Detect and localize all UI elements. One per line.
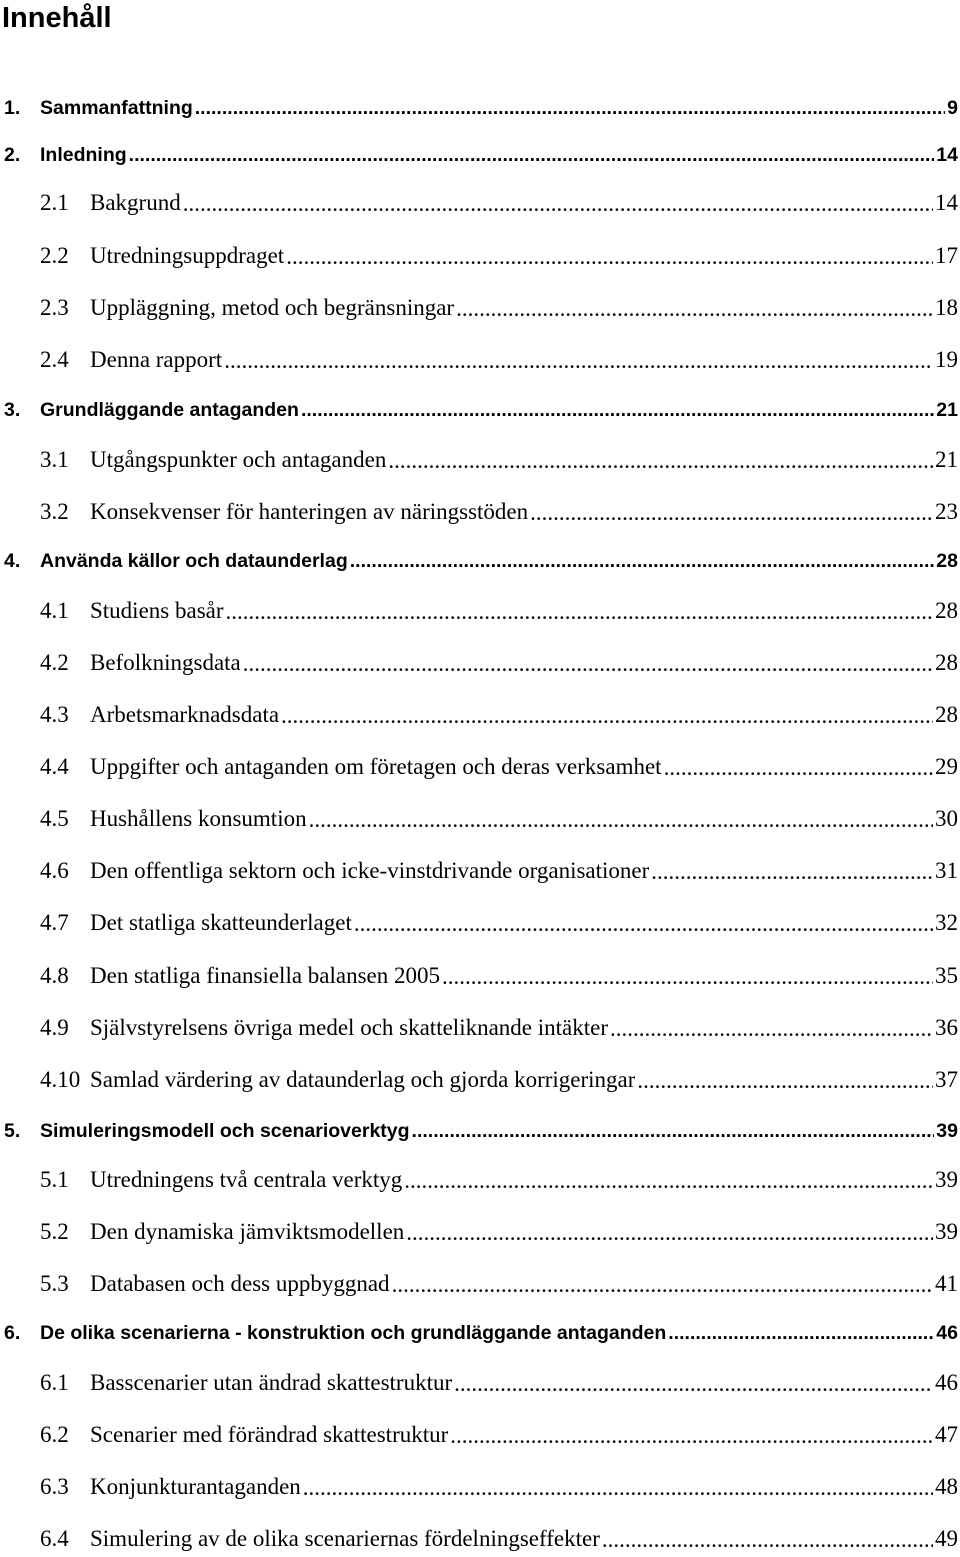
toc-entry-title[interactable]: Uppgifter och antaganden om företagen och deras verksamhet	[90, 754, 662, 779]
toc-entry-title[interactable]: Befolkningsdata	[90, 650, 241, 675]
toc-entry-number: 1.	[4, 96, 21, 119]
toc-entry[interactable]	[4, 1165, 958, 1195]
toc-entry-number: 4.7	[40, 910, 69, 935]
toc-entry-number: 4.3	[40, 702, 69, 727]
toc-entry[interactable]	[4, 546, 958, 576]
toc-entry[interactable]	[4, 804, 958, 834]
toc-entry-page-number[interactable]: 48	[935, 1474, 958, 1499]
toc-entry[interactable]	[4, 293, 958, 323]
toc-entry-number: 3.	[4, 398, 21, 421]
toc-entry-title[interactable]: Simulering av de olika scenariernas fördelningseffekter	[90, 1526, 600, 1551]
toc-entry-page-number[interactable]: 47	[935, 1422, 958, 1447]
dot-leader	[664, 756, 933, 779]
toc-entry-number: 5.1	[40, 1167, 69, 1192]
toc-entry-number: 4.8	[40, 963, 69, 988]
dot-leader	[195, 98, 945, 118]
toc-entry[interactable]	[4, 345, 958, 375]
toc-entry-page-number[interactable]: 29	[935, 754, 958, 779]
toc-entry-page-number[interactable]: 28	[935, 598, 958, 623]
toc-entry-page-number[interactable]: 46	[936, 1321, 958, 1344]
toc-entry[interactable]	[4, 395, 958, 425]
toc-entry[interactable]	[4, 1524, 958, 1554]
toc-entry-title[interactable]: Samlad värdering av dataunderlag och gjorda korrigeringar	[90, 1067, 636, 1092]
toc-entry-number: 4.	[4, 549, 21, 572]
toc-entry-number: 2.1	[40, 190, 69, 215]
toc-entry-number: 5.2	[40, 1219, 69, 1244]
toc-entry[interactable]	[4, 241, 958, 271]
toc-entry-title[interactable]: Konjunkturantaganden	[90, 1474, 301, 1499]
dot-leader	[243, 652, 933, 675]
dot-leader	[224, 349, 933, 372]
toc-entry[interactable]	[4, 188, 958, 218]
dot-leader	[354, 912, 933, 935]
dot-leader	[301, 400, 934, 420]
toc-entry-title[interactable]: Databasen och dess uppbyggnad	[90, 1271, 390, 1296]
toc-entry-number: 2.4	[40, 347, 69, 372]
toc-entry[interactable]	[4, 961, 958, 991]
toc-entry-page-number[interactable]: 39	[935, 1219, 958, 1244]
dot-leader	[602, 1528, 933, 1551]
toc-entry-page-number[interactable]: 14	[936, 143, 958, 166]
toc-entry-page-number[interactable]: 28	[935, 650, 958, 675]
dot-leader	[388, 449, 933, 472]
toc-entry-page-number[interactable]: 35	[935, 963, 958, 988]
toc-entry-title[interactable]: Konsekvenser för hanteringen av näringsstöden	[90, 499, 529, 524]
toc-entry-title[interactable]: Arbetsmarknadsdata	[90, 702, 280, 727]
toc-entry-title[interactable]: Sammanfattning	[40, 96, 193, 119]
toc-entry[interactable]	[4, 1065, 958, 1095]
toc-entry-number: 4.10	[40, 1067, 81, 1092]
toc-entry-page-number[interactable]: 28	[935, 702, 958, 727]
toc-entry-page-number[interactable]: 32	[935, 910, 958, 935]
toc-entry-title[interactable]: Använda källor och dataunderlag	[40, 549, 348, 572]
toc-entry-title[interactable]: Den dynamiska jämviktsmodellen	[90, 1219, 405, 1244]
toc-entry-number: 4.4	[40, 754, 69, 779]
toc-entry-page-number[interactable]: 14	[935, 190, 958, 215]
dot-leader	[530, 501, 933, 524]
toc-entry[interactable]	[4, 908, 958, 938]
toc-entry[interactable]	[4, 1472, 958, 1502]
dot-leader	[226, 600, 933, 623]
toc-entry-page-number[interactable]: 18	[935, 295, 958, 320]
toc-entry[interactable]	[4, 752, 958, 782]
toc-entry-number: 6.1	[40, 1370, 69, 1395]
toc-entry-number: 3.1	[40, 447, 69, 472]
toc-entry-page-number[interactable]: 30	[935, 806, 958, 831]
toc-entry[interactable]	[4, 596, 958, 626]
dot-leader	[651, 860, 933, 883]
dot-leader	[412, 1121, 935, 1141]
toc-entry[interactable]	[4, 700, 958, 730]
toc-entry-page-number[interactable]: 19	[935, 347, 958, 372]
toc-entry-title[interactable]: Utredningens två centrala verktyg	[90, 1167, 403, 1192]
toc-entry-number: 5.3	[40, 1271, 69, 1296]
dot-leader	[350, 551, 935, 571]
toc-entry[interactable]	[4, 497, 958, 527]
dot-leader	[303, 1476, 933, 1499]
toc-entry[interactable]	[4, 1013, 958, 1043]
toc-entry-title[interactable]: Denna rapport	[90, 347, 223, 372]
dot-leader	[668, 1323, 934, 1343]
toc-entry-number: 2.3	[40, 295, 69, 320]
toc-entry-number: 4.2	[40, 650, 69, 675]
toc-entry[interactable]	[4, 1269, 958, 1299]
toc-entry-title[interactable]: Inledning	[40, 143, 127, 166]
dot-leader	[129, 145, 935, 165]
dot-leader	[637, 1069, 933, 1092]
toc-entry-title[interactable]: Uppläggning, metod och begränsningar	[90, 295, 455, 320]
toc-entry-number: 4.5	[40, 806, 69, 831]
toc-entry-number: 5.	[4, 1119, 21, 1142]
toc-entry-page-number[interactable]: 28	[936, 549, 958, 572]
dot-leader	[404, 1169, 933, 1192]
toc-entry-number: 6.4	[40, 1526, 69, 1551]
toc-entry-title[interactable]: Hushållens konsumtion	[90, 806, 307, 831]
dot-leader	[442, 965, 933, 988]
toc-entry-title[interactable]: Studiens basår	[90, 598, 224, 623]
dot-leader	[406, 1221, 933, 1244]
dot-leader	[450, 1424, 933, 1447]
toc-entry-number: 2.	[4, 143, 21, 166]
toc-entry-number: 6.	[4, 1321, 21, 1344]
toc-entry-page-number[interactable]: 23	[935, 499, 958, 524]
dot-leader	[286, 245, 933, 268]
toc-entry-page-number[interactable]: 21	[936, 398, 958, 421]
toc-entry-title[interactable]: Självstyrelsens övriga medel och skatteliknande intäkter	[90, 1015, 608, 1040]
toc-entry[interactable]	[4, 1116, 958, 1146]
dot-leader	[309, 808, 933, 831]
toc-entry-page-number[interactable]: 46	[935, 1370, 958, 1395]
toc-entry-number: 4.6	[40, 858, 69, 883]
dot-leader	[281, 704, 933, 727]
toc-entry-title[interactable]: Utgångspunkter och antaganden	[90, 447, 387, 472]
toc-entry[interactable]	[4, 856, 958, 886]
toc-entry-title[interactable]: Det statliga skatteunderlaget	[90, 910, 352, 935]
toc-entry-page-number[interactable]: 21	[935, 447, 958, 472]
toc-entry[interactable]	[4, 1217, 958, 1247]
toc-entry-title[interactable]: Scenarier med förändrad skattestruktur	[90, 1422, 449, 1447]
toc-entry-title[interactable]: Bakgrund	[90, 190, 181, 215]
dot-leader	[392, 1273, 933, 1296]
page-title: Innehåll	[2, 2, 112, 34]
toc-entry-number: 6.3	[40, 1474, 69, 1499]
toc-entry-number: 6.2	[40, 1422, 69, 1447]
toc-entry-title[interactable]: Utredningsuppdraget	[90, 243, 285, 268]
toc-entry[interactable]	[4, 1420, 958, 1450]
toc-entry-page-number[interactable]: 17	[935, 243, 958, 268]
toc-entry-page-number[interactable]: 39	[935, 1167, 958, 1192]
toc-entry-page-number[interactable]: 9	[947, 96, 958, 119]
toc-entry-title[interactable]: Basscenarier utan ändrad skattestruktur	[90, 1370, 453, 1395]
toc-entry-page-number[interactable]: 31	[935, 858, 958, 883]
toc-entry-number: 2.2	[40, 243, 69, 268]
toc-entry-page-number[interactable]: 49	[935, 1526, 958, 1551]
dot-leader	[454, 1372, 933, 1395]
toc-entry-page-number[interactable]: 41	[935, 1271, 958, 1296]
toc-entry[interactable]	[4, 445, 958, 475]
toc-entry[interactable]	[4, 93, 958, 123]
toc-entry-title[interactable]: Grundläggande antaganden	[40, 398, 299, 421]
toc-entry-title[interactable]: De olika scenarierna - konstruktion och grundläggande antaganden	[40, 1321, 667, 1344]
dot-leader	[183, 192, 933, 215]
toc-entry[interactable]	[4, 1368, 958, 1398]
toc-entry-title[interactable]: Den statliga finansiella balansen 2005	[90, 963, 441, 988]
toc-entry-title[interactable]: Simuleringsmodell och scenarioverktyg	[40, 1119, 410, 1142]
dot-leader	[456, 297, 933, 320]
toc-entry[interactable]	[4, 648, 958, 678]
toc-entry-page-number[interactable]: 37	[935, 1067, 958, 1092]
toc-entry-title[interactable]: Den offentliga sektorn och icke-vinstdrivande organisationer	[90, 858, 650, 883]
toc-entry-number: 4.9	[40, 1015, 69, 1040]
toc-entry-number: 4.1	[40, 598, 69, 623]
toc-entry[interactable]	[4, 1318, 958, 1348]
toc-entry-page-number[interactable]: 36	[935, 1015, 958, 1040]
toc-entry[interactable]	[4, 140, 958, 170]
toc-entry-number: 3.2	[40, 499, 69, 524]
toc-entry-page-number[interactable]: 39	[936, 1119, 958, 1142]
dot-leader	[610, 1017, 933, 1040]
